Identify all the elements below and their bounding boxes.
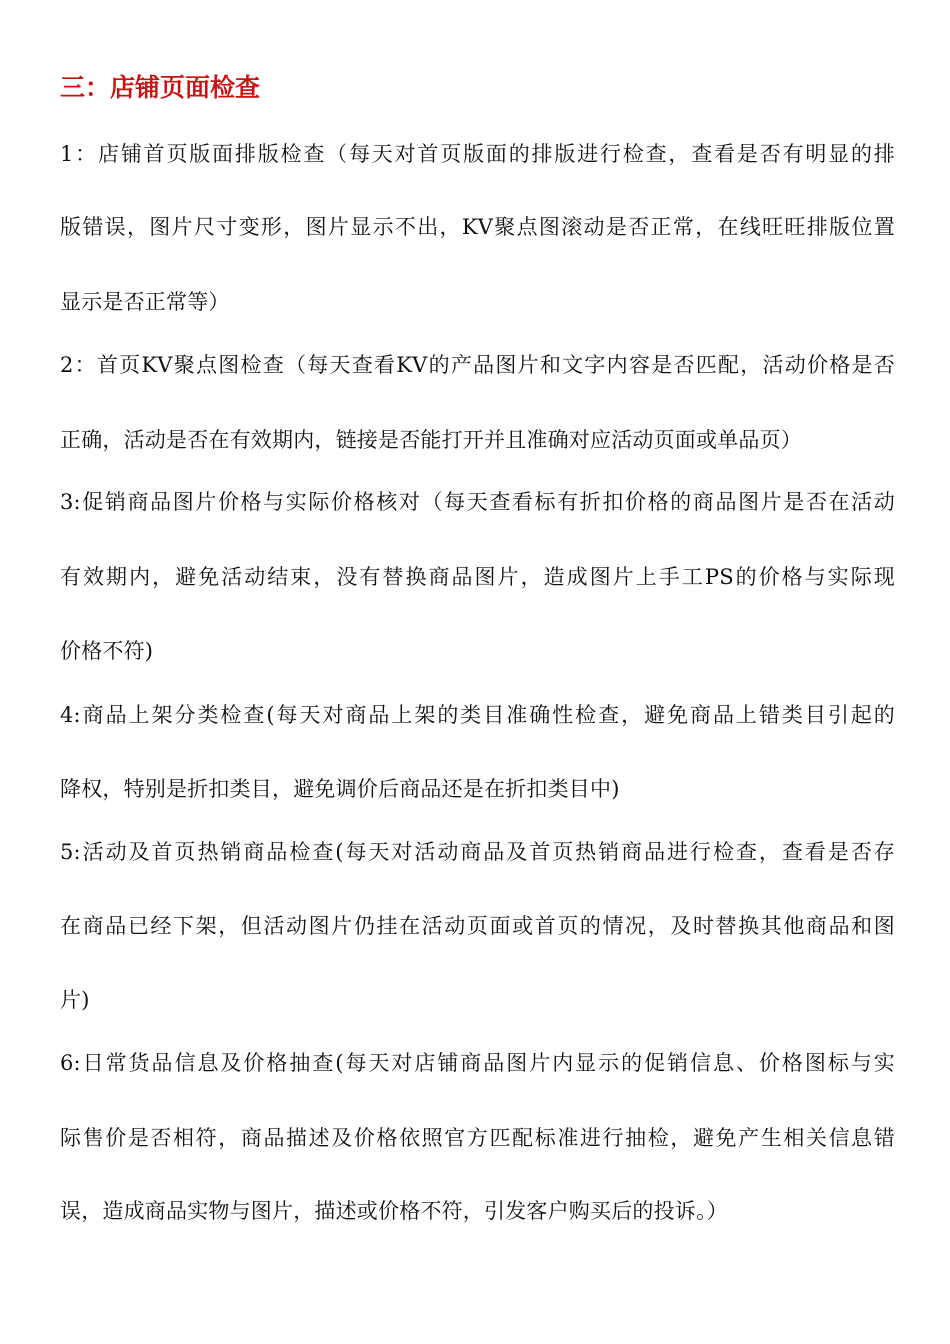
paragraph-4-line-2: 降权，特别是折扣类目，避免调价后商品还是在折扣类目中)	[60, 777, 620, 801]
paragraph-1-line-1: 1：店铺首页版面排版检查（每天对首页版面的排版进行检查，查看是否有明显的排	[60, 142, 895, 166]
paragraph-5-line-1: 5:活动及首页热销商品检查(每天对活动商品及首页热销商品进行检查，查看是否存	[60, 840, 895, 864]
paragraph-2-line-1: 2：首页KV聚点图检查（每天查看KV的产品图片和文字内容是否匹配，活动价格是否	[60, 353, 895, 377]
paragraph-1-line-2: 版错误，图片尺寸变形，图片显示不出，KV聚点图滚动是否正常，在线旺旺排版位置	[60, 215, 895, 239]
paragraph-1-line-3: 显示是否正常等）	[60, 290, 230, 314]
paragraph-5-line-3: 片)	[60, 988, 90, 1012]
paragraph-6-line-2: 际售价是否相符，商品描述及价格依照官方匹配标准进行抽检，避免产生相关信息错	[60, 1126, 895, 1150]
paragraph-6-line-3: 误，造成商品实物与图片，描述或价格不符，引发客户购买后的投诉。）	[60, 1199, 728, 1223]
paragraph-3-line-2: 有效期内，避免活动结束，没有替换商品图片，造成图片上手工PS的价格与实际现	[60, 565, 895, 589]
paragraph-6-line-1: 6:日常货品信息及价格抽查(每天对店铺商品图片内显示的促销信息、价格图标与实	[60, 1051, 895, 1075]
paragraph-2-line-2: 正确，活动是否在有效期内，链接是否能打开并且准确对应活动页面或单品页）	[60, 428, 802, 452]
paragraph-4-line-1: 4:商品上架分类检查(每天对商品上架的类目准确性检查，避免商品上错类目引起的	[60, 703, 895, 727]
paragraph-3-line-3: 价格不符)	[60, 639, 154, 663]
paragraph-5-line-2: 在商品已经下架，但活动图片仍挂在活动页面或首页的情况，及时替换其他商品和图	[60, 914, 895, 938]
section-title: 三：店铺页面检查	[60, 73, 261, 102]
paragraph-3-line-1: 3:促销商品图片价格与实际价格核对（每天查看标有折扣价格的商品图片是否在活动	[60, 490, 895, 514]
